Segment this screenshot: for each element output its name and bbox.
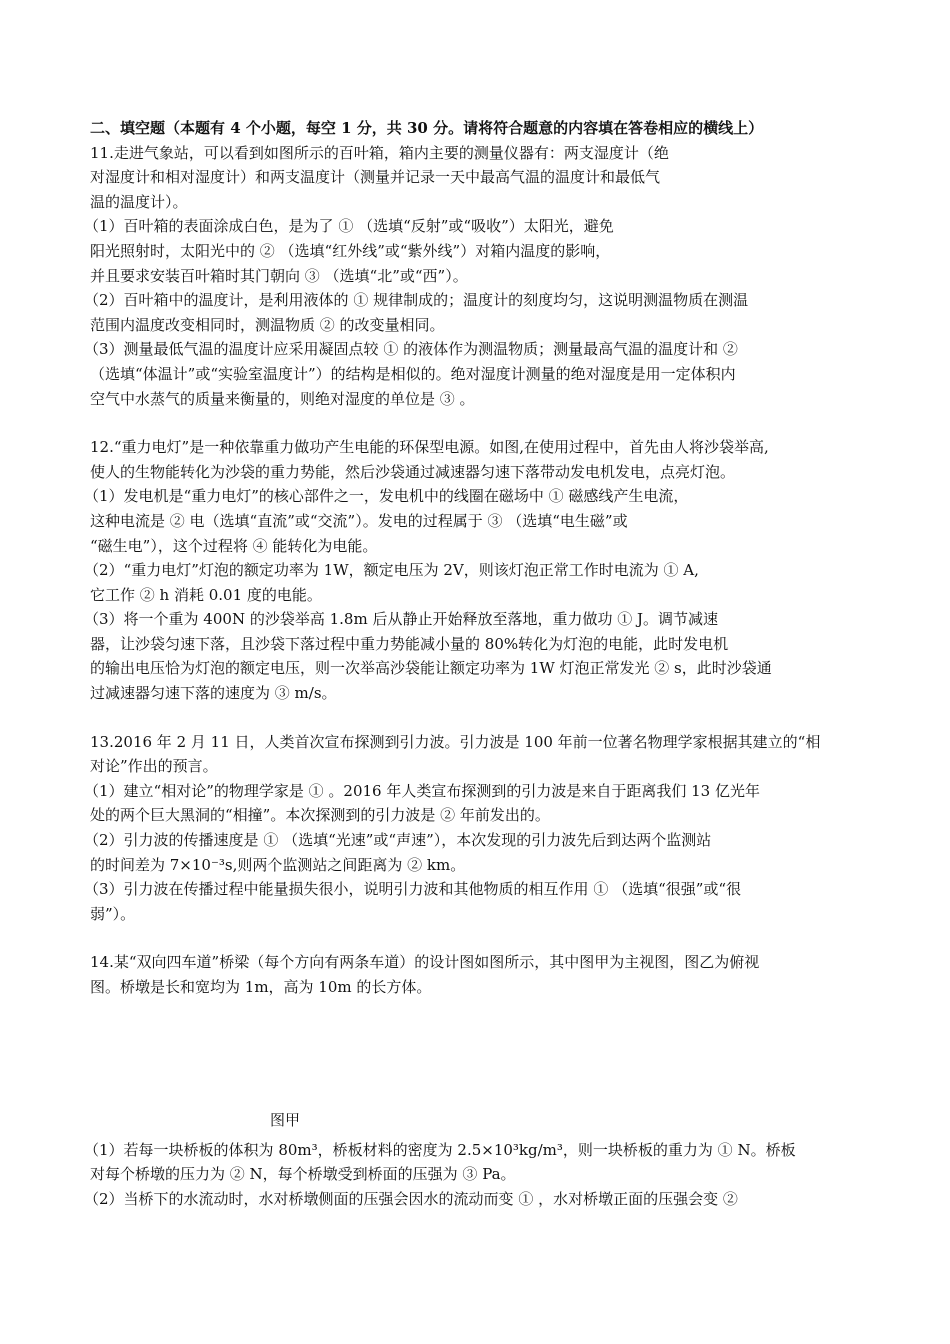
q13-line: 对论”作出的预言。 bbox=[90, 757, 218, 776]
q12-line: 的输出电压恰为灯泡的额定电压，则一次举高沙袋能让额定功率为 1W 灯泡正常发光 ② s，此时沙袋通 bbox=[90, 659, 772, 678]
q12-line: （3）将一个重为 400N 的沙袋举高 1.8m 后从静止开始释放至落地，重力做功 ① J。调节减速 bbox=[84, 610, 719, 629]
question-11 bbox=[84, 141, 870, 412]
q14-line: 图。桥墩是长和宽均为 1m，高为 10m 的长方体。 bbox=[90, 978, 432, 996]
figure-caption: 图甲 bbox=[270, 1110, 301, 1129]
q12-line: （2）“重力电灯”灯泡的额定功率为 1W，额定电压为 2V，则该灯泡正常工作时电流为 ① A, bbox=[84, 561, 699, 580]
spacer bbox=[90, 706, 870, 730]
q11-line: （选填“体温计”或“实验室温度计”）的结构是相似的。绝对湿度计测量的绝对湿度是用一定体积内 bbox=[90, 364, 736, 383]
exam-page bbox=[84, 116, 870, 1211]
q12-line: 过减速器匀速下落的速度为 ③ m/s。 bbox=[90, 684, 337, 703]
q11-line: 范围内温度改变相同时，测温物质 ② 的改变量相同。 bbox=[90, 315, 445, 334]
q11-line: 对湿度计和相对湿度计）和两支温度计（测量并记录一天中最高气温的温度计和最低气 bbox=[90, 168, 661, 187]
q12-line: 使人的生物能转化为沙袋的重力势能，然后沙袋通过减速器匀速下落带动发电机发电，点亮灯泡。 bbox=[90, 462, 736, 481]
question-13 bbox=[84, 730, 870, 927]
spacer bbox=[90, 411, 870, 435]
spacer bbox=[90, 926, 870, 950]
q11-line: 并且要求安装百叶箱时其门朝向 ③ （选填“北”或“西”）。 bbox=[90, 266, 468, 285]
q13-line: （3）引力波在传播过程中能量损失很小，说明引力波和其他物质的相互作用 ① （选填“很强”或“很 bbox=[84, 880, 742, 899]
q12-line: 它工作 ② h 消耗 0.01 度的电能。 bbox=[90, 585, 322, 604]
section-heading: 二、填空题（本题有 4 个小题，每空 1 分，共 30 分。请将符合题意的内容填在答卷相应的横线上） bbox=[90, 119, 764, 137]
q12-line: 12.“重力电灯”是一种依靠重力做功产生电能的环保型电源。如图,在使用过程中，首先由人将沙袋举高, bbox=[90, 438, 769, 457]
q13-line: 的时间差为 7×10⁻³s,则两个监测站之间距离为 ② km。 bbox=[90, 855, 466, 874]
q12-line: （1）发电机是“重力电灯”的核心部件之一，发电机中的线圈在磁场中 ① 磁感线产生电流， bbox=[84, 487, 689, 506]
q12-line: 这种电流是 ② 电（选填“直流”或“交流”）。发电的过程属于 ③ （选填“电生磁”或 bbox=[90, 511, 628, 530]
q11-line: 11.走进气象站，可以看到如图所示的百叶箱，箱内主要的测量仪器有：两支湿度计（绝 bbox=[90, 143, 669, 162]
q14-line: 14.某“双向四车道”桥梁（每个方向有两条车道）的设计图如图所示，其中图甲为主视图，图乙为俯视 bbox=[90, 953, 760, 972]
q11-line: （2）百叶箱中的温度计，是利用液体的 ① 规律制成的；温度计的刻度均匀，这说明测温物质在测温 bbox=[84, 291, 749, 310]
figure-area bbox=[90, 1000, 870, 1096]
q11-line: 空气中水蒸气的质量来衡量的，则绝对湿度的单位是 ③ 。 bbox=[90, 389, 475, 408]
q11-line: （1）百叶箱的表面涂成白色，是为了 ① （选填“反射”或“吸收”）太阳光，避免 bbox=[84, 217, 614, 236]
q13-line: 处的两个巨大黑洞的“相撞”。本次探测到的引力波是 ② 年前发出的。 bbox=[90, 806, 550, 825]
q14-line: （2）当桥下的水流动时，水对桥墩侧面的压强会因水的流动而变 ① ，水对桥墩正面的压强会变 ② bbox=[84, 1189, 738, 1208]
q11-line: 阳光照射时，太阳光中的 ② （选填“红外线”或“紫外线”）对箱内温度的影响， bbox=[90, 241, 611, 260]
q14-line: （1）若每一块桥板的体积为 80m³，桥板材料的密度为 2.5×10³kg/m³，则一块桥板的重力为 ① N。桥板 bbox=[84, 1140, 796, 1159]
q13-line: 13.2016 年 2 月 11 日，人类首次宣布探测到引力波。引力波是 100 年前一位著名物理学家根据其建立的“相 bbox=[90, 732, 821, 751]
q11-line: 温的温度计）。 bbox=[90, 192, 188, 211]
q13-line: 弱”）。 bbox=[90, 904, 136, 923]
q12-line: “磁生电”），这个过程将 ④ 能转化为电能。 bbox=[90, 536, 378, 555]
q13-line: （2）引力波的传播速度是 ① （选填“光速”或“声速”），本次发现的引力波先后到达两个监测站 bbox=[84, 831, 712, 850]
question-12 bbox=[84, 435, 870, 706]
q14-line: 对每个桥墩的压力为 ② N，每个桥墩受到桥面的压强为 ③ Pa。 bbox=[90, 1165, 516, 1184]
q12-line: 器，让沙袋匀速下落，且沙袋下落过程中重力势能减小量的 80%转化为灯泡的电能，此时发电机 bbox=[90, 634, 729, 653]
question-14 bbox=[84, 950, 870, 1211]
spacer bbox=[90, 1096, 870, 1108]
q11-line: （3）测量最低气温的温度计应采用凝固点较 ① 的液体作为测温物质；测量最高气温的温度计和 ② bbox=[84, 340, 738, 359]
q13-line: （1）建立“相对论”的物理学家是 ① 。2016 年人类宣布探测到的引力波是来自于距离我们 13 亿光年 bbox=[84, 781, 760, 800]
